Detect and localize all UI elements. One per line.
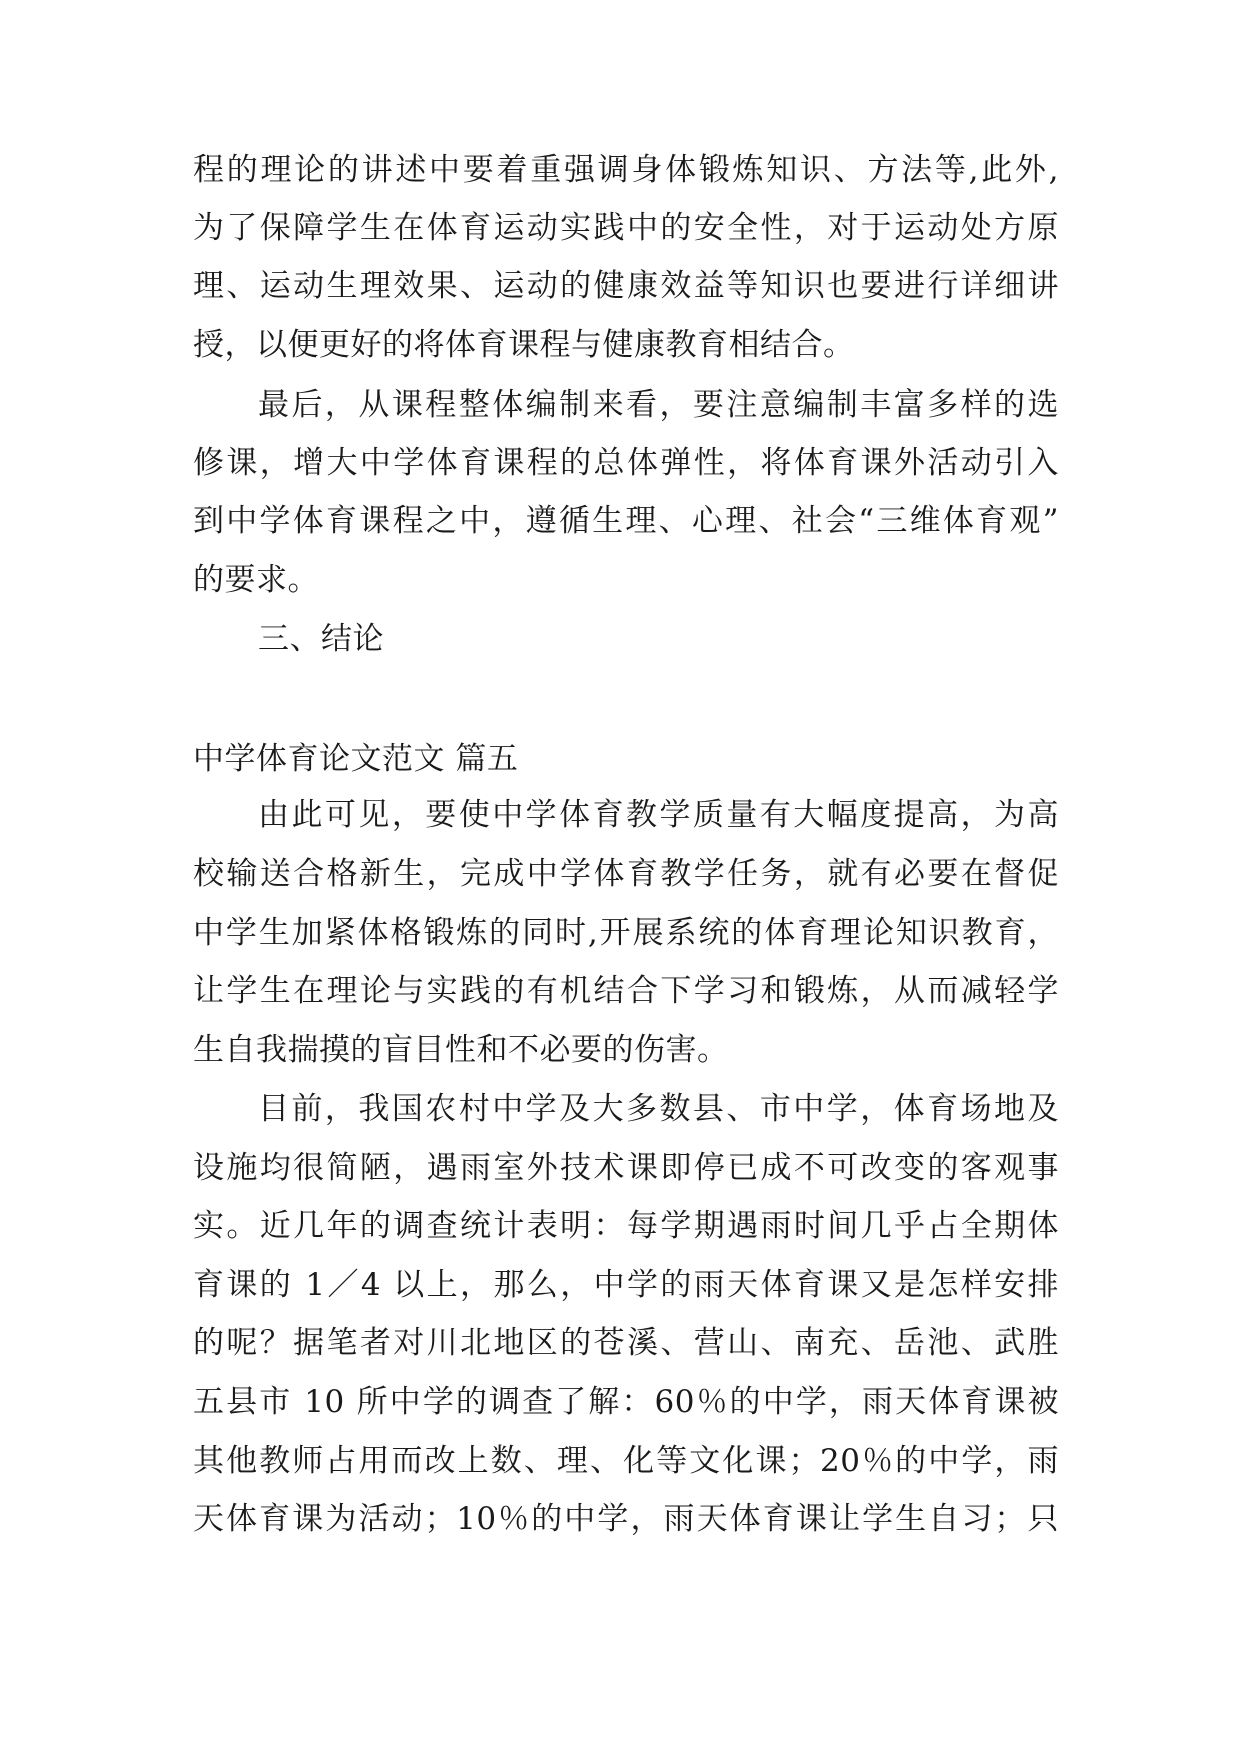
- text-line: 校输送合格新生，完成中学体育教学任务，就有必要在督促: [193, 856, 1059, 892]
- text-line: 修课，增大中学体育课程的总体弹性，将体育课外活动引入: [193, 445, 1059, 481]
- text-line: 由此可见，要使中学体育教学质量有大幅度提高，为高: [258, 797, 1059, 833]
- text-line: 五县市 10 所中学的调查了解：60％的中学，雨天体育课被: [193, 1384, 1059, 1420]
- text-line: 为了保障学生在体育运动实践中的安全性，对于运动处方原: [193, 210, 1059, 246]
- text-line: 中学生加紧体格锻炼的同时,开展系统的体育理论知识教育，: [193, 915, 1059, 951]
- text-line: 其他教师占用而改上数、理、化等文化课；20％的中学，雨: [193, 1443, 1059, 1479]
- text-line: 到中学体育课程之中，遵循生理、心理、社会“三维体育观”: [193, 503, 1059, 539]
- text-line: 实。近几年的调查统计表明：每学期遇雨时间几乎占全期体: [193, 1208, 1059, 1244]
- text-line: 理、运动生理效果、运动的健康效益等知识也要进行详细讲: [193, 268, 1059, 304]
- text-line: 生自我揣摸的盲目性和不必要的伤害。: [193, 1032, 729, 1068]
- text-line: 的呢？据笔者对川北地区的苍溪、营山、南充、岳池、武胜: [193, 1325, 1059, 1361]
- text-line: 设施均很简陋，遇雨室外技术课即停已成不可改变的客观事: [193, 1150, 1059, 1186]
- section-heading: 三、结论: [258, 621, 384, 657]
- text-line: 授，以便更好的将体育课程与健康教育相结合。: [193, 327, 855, 363]
- text-line: 天体育课为活动；10％的中学，雨天体育课让学生自习；只: [193, 1501, 1059, 1537]
- text-line: 目前，我国农村中学及大多数县、市中学，体育场地及: [258, 1091, 1059, 1127]
- text-line: 育课的 1／4 以上，那么，中学的雨天体育课又是怎样安排: [193, 1267, 1059, 1303]
- text-line: 的要求。: [193, 562, 319, 598]
- text-line: 最后，从课程整体编制来看，要注意编制丰富多样的选: [258, 387, 1059, 423]
- article-title: 中学体育论文范文 篇五: [193, 741, 519, 777]
- text-line: 程的理论的讲述中要着重强调身体锻炼知识、方法等,此外,: [193, 152, 1059, 188]
- text-line: 让学生在理论与实践的有机结合下学习和锻炼，从而减轻学: [193, 973, 1059, 1009]
